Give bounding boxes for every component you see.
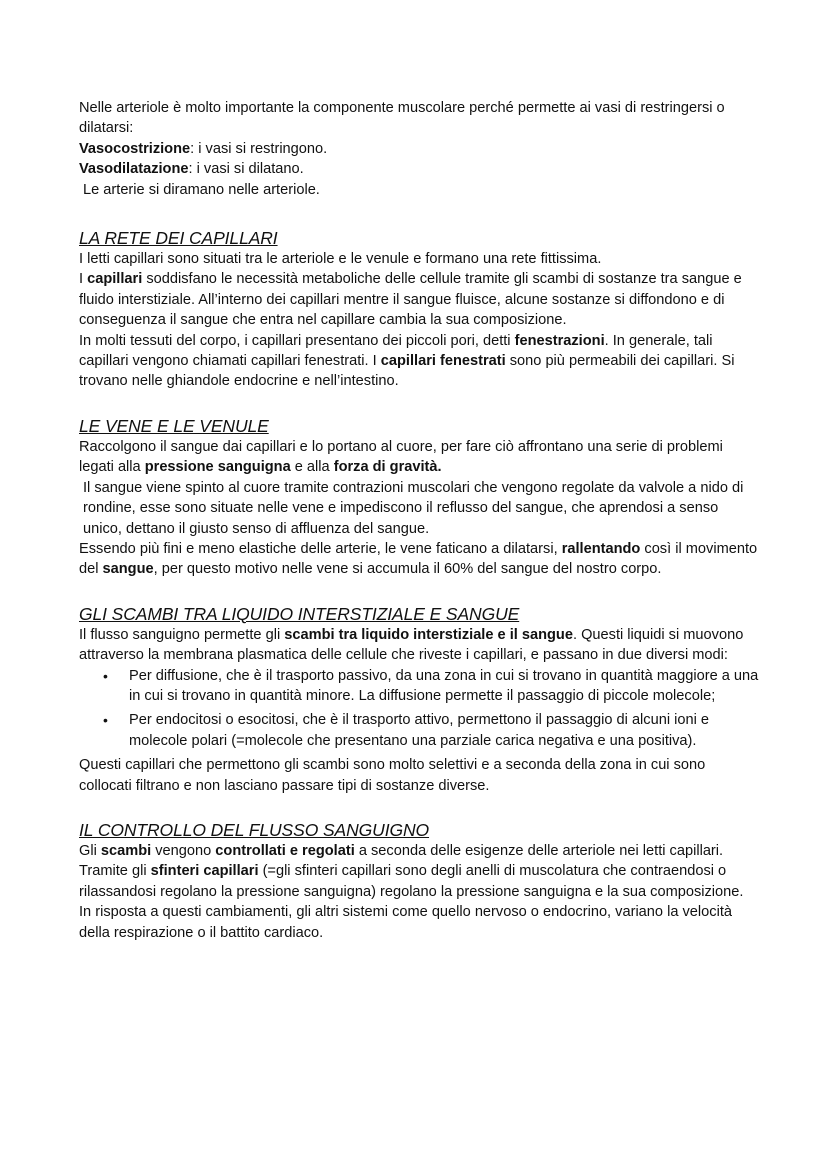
capillari-paragraph-2: I capillari soddisfano le necessità metaboliche delle cellule tramite gli scambi di sostanze tra sangue e fluido interstiziale. All’interno dei capillari mentre il sangue fluisce, alcune sostanze si diffondono e di conseguenza il sangue che entra nel capillare cambia la sua composizione.	[79, 271, 742, 329]
document-page	[79, 98, 759, 943]
definition-vasodilatazione: Vasodilatazione: i vasi si dilatano.	[79, 161, 304, 178]
term-vasodilatazione: Vasodilatazione	[79, 161, 189, 178]
section-controllo	[79, 819, 759, 943]
scambi-paragraph-2: Questi capillari che permettono gli scambi sono molto selettivi e a seconda della zona in cui sono collocati filtrano e non lasciano passare tipi di sostanze diverse.	[79, 757, 706, 794]
scambi-paragraph-1: Il flusso sanguigno permette gli scambi tra liquido interstiziale e il sangue. Questi liquidi si muovono attraverso la membrana plasmatica delle cellule che riveste i capillari, e passano in due diversi modi:	[79, 626, 744, 664]
capillari-paragraph-3: In molti tessuti del corpo, i capillari presentano dei piccoli pori, detti fenestrazioni. In generale, tali capillari vengono chiamati capillari fenestrati. I capillari fenestrati sono più permeabili dei capillari. Si trovano nelle ghiandole endocrine e nell’intestino.	[79, 332, 735, 390]
vene-paragraph-3: Essendo più fini e meno elastiche delle arterie, le vene faticano a dilatarsi, rallentando così il movimento del sangue, per questo motivo nelle vene si accumula il 60% del sangue del nostro corpo.	[79, 540, 758, 578]
intro-section	[79, 98, 759, 200]
controllo-paragraph-1: Gli scambi vengono controllati e regolati a seconda delle esigenze delle arteriole nei letti capillari. Tramite gli sfinteri capillari (=gli sfinteri capillari sono degli anelli di muscolatura che contraendosi o rilassandosi regolano la pressione sanguigna) regolano la pressione sanguigna e la sua composizione. In risposta a questi cambiamenti, gli altri sistemi come quello nervoso o endocrino, variano la velocità della respirazione o il battito cardiaco.	[79, 842, 744, 941]
section-scambi	[79, 603, 759, 796]
term-vasocostrizione: Vasocostrizione	[79, 140, 191, 157]
list-item: • Per diffusione, che è il trasporto passivo, da una zona in cui si trovano in quantità maggiore a una in cui si trovano in quantità minore. La diffusione permette il passaggio di piccole molecole;	[103, 667, 759, 704]
heading-controllo: IL CONTROLLO DEL FLUSSO SANGUIGNO	[79, 819, 430, 840]
definition-vasocostrizione: Vasocostrizione: i vasi si restringono.	[79, 140, 328, 157]
bullet-icon: •	[103, 712, 108, 729]
heading-capillari: LA RETE DEI CAPILLARI	[79, 228, 278, 249]
vene-paragraph-2: Il sangue viene spinto al cuore tramite contrazioni muscolari che vengono regolate da valvole a nido di rondine, esse sono situate nelle vene e impediscono il reflusso del sangue, che aprendosi a senso unico, dettano il giusto senso di affluenza del sangue.	[83, 479, 744, 537]
capillari-paragraph-1: I letti capillari sono situati tra le arteriole e le venule e formano una rete fittissima.	[79, 251, 602, 268]
section-capillari	[79, 227, 759, 392]
section-vene	[79, 415, 759, 580]
heading-vene: LE VENE E LE VENULE	[79, 415, 269, 436]
bullet-icon: •	[103, 667, 108, 684]
heading-scambi: GLI SCAMBI TRA LIQUIDO INTERSTIZIALE E SANGUE	[79, 603, 520, 624]
intro-closing-line: Le arterie si diramano nelle arteriole.	[83, 181, 320, 198]
intro-paragraph: Nelle arteriole è molto importante la componente muscolare perché permette ai vasi di restringersi o dilatarsi:	[79, 100, 725, 137]
scambi-list	[79, 666, 759, 752]
list-item: • Per endocitosi o esocitosi, che è il trasporto attivo, permettono il passaggio di alcuni ioni e molecole polari (=molecole che presentano una parziale carica negativa e una positiva).	[103, 712, 710, 749]
vene-paragraph-1: Raccolgono il sangue dai capillari e lo portano al cuore, per fare ciò affrontano una serie di problemi legati alla pressione sanguigna e alla forza di gravità.	[79, 438, 723, 476]
